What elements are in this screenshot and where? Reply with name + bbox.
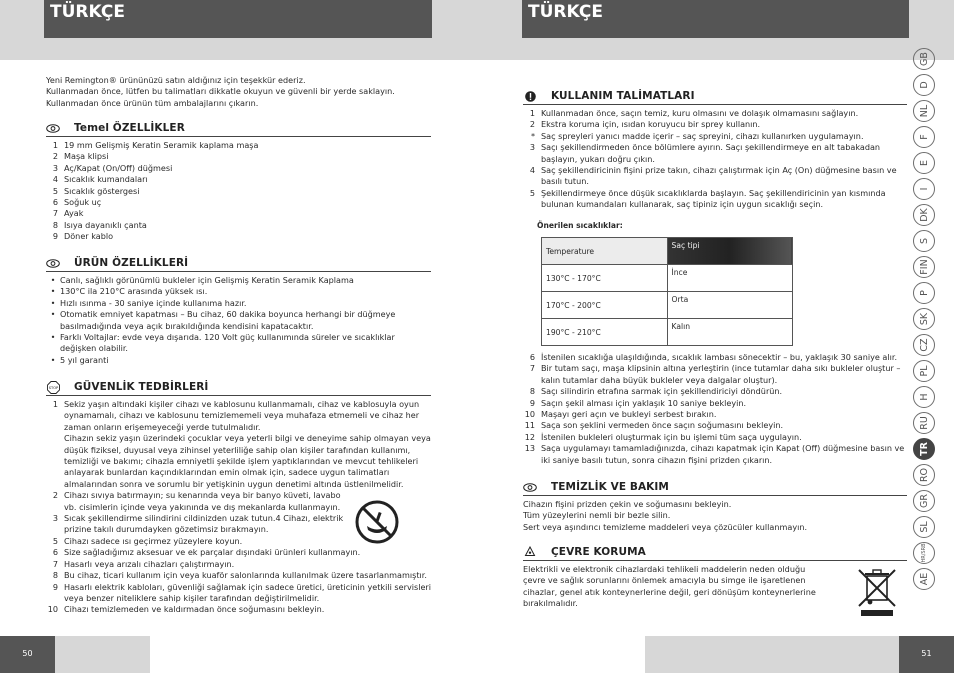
list-item	[46, 174, 431, 185]
table-header-row	[542, 238, 793, 265]
page-title: TÜRKÇE	[44, 0, 432, 38]
list-number: 2	[52, 151, 58, 162]
cleaning-header	[523, 481, 907, 496]
list-text: İstenilen sıcaklığa ulaşıldığında, sıcaklık lambası sönecektir – bu, yaklaşık 30 saniye alır.	[541, 352, 898, 362]
language-tab[interactable]: RU	[913, 412, 935, 434]
list-number: 11	[524, 420, 535, 431]
list-number: 5	[52, 185, 58, 196]
list-item	[46, 332, 431, 355]
language-tab[interactable]: CZ	[913, 334, 935, 356]
environment-title: ÇEVRE KORUMA	[551, 546, 646, 558]
list-number: 12	[524, 431, 535, 442]
table-row	[542, 319, 793, 346]
list-item	[523, 386, 907, 397]
list-number: 3	[529, 142, 535, 153]
list-number	[46, 433, 64, 490]
list-item	[46, 582, 431, 605]
list-text: Ekstra koruma için, ısıdan koruyucu bir sprey kullanın.	[541, 119, 761, 130]
product-features-list	[46, 275, 431, 366]
temperature-label: Önerilen sıcaklıklar:	[537, 221, 623, 230]
language-tab[interactable]: DK	[913, 204, 935, 226]
list-item	[46, 547, 431, 558]
table-cell: 190°C - 210°C	[542, 319, 668, 346]
bullet-icon: •	[50, 332, 56, 343]
list-number: 9	[52, 231, 58, 242]
stop-icon	[46, 382, 60, 392]
list-number: 5	[529, 187, 535, 198]
temperature-table	[541, 237, 793, 346]
safety-section	[46, 381, 431, 616]
list-number: 10	[524, 409, 535, 420]
eye-icon	[46, 123, 60, 133]
list-item	[46, 151, 431, 162]
list-text: Bu cihaz, ticari kullanım için veya kuaför salonlarında kullanılmak üzere tasarlanmamıştır.	[64, 570, 427, 581]
list-item	[46, 220, 431, 231]
language-tab[interactable]: P	[913, 282, 935, 304]
usage-title: KULLANIM TALİMATLARI	[551, 90, 695, 102]
list-text: İstenilen bukleleri oluşturmak için bu işlemi tüm saça uygulayın.	[541, 431, 802, 442]
list-text: Ayak	[64, 208, 84, 219]
cleaning-line: Sert veya aşındırıcı temizleme maddeleri veya çözücüler kullanmayın.	[523, 521, 808, 532]
list-item	[523, 432, 907, 443]
bullet-icon: •	[50, 309, 56, 320]
environment-section	[523, 546, 907, 610]
list-item	[46, 163, 431, 174]
usage-header	[523, 90, 907, 105]
list-number: 8	[52, 219, 58, 230]
list-number: 5	[52, 535, 58, 546]
list-item	[523, 363, 907, 386]
usage-continued	[523, 352, 907, 466]
environment-line: çevre ve sağlık sorunlarını önlemek amacıyla bu simge ile işaretlenen	[523, 575, 806, 586]
list-text: Sıcaklık göstergesi	[64, 185, 140, 196]
list-number: 13	[524, 443, 535, 454]
usage-list	[523, 108, 907, 211]
list-text: Kullanmadan önce, saçın temiz, kuru olmasını ve dolaşık olmamasını sağlayın.	[541, 108, 859, 118]
list-number: 7	[52, 208, 58, 219]
table-cell: 170°C - 200°C	[542, 292, 668, 319]
language-tab[interactable]: SL	[913, 516, 935, 538]
table-cell: Kalın	[667, 319, 793, 346]
list-item	[46, 399, 431, 433]
list-text: Maşayı geri açın ve bukleyi serbest bırakın.	[541, 409, 717, 420]
cleaning-section	[523, 481, 907, 533]
list-number: 1	[52, 140, 58, 150]
cleaning-line: Cihazın fişini prizden çekin ve soğumasını bekleyin.	[523, 499, 732, 509]
environment-line: cihazlar, genel atık konteynerlerine değil, geri dönüşüm konteynerlerine	[523, 586, 816, 597]
eye-icon	[523, 482, 537, 492]
language-tab[interactable]: AE	[913, 568, 935, 590]
table-header-temperature: Temperature	[542, 238, 668, 265]
language-tab[interactable]: D	[913, 74, 935, 96]
list-text: Döner kablo	[64, 231, 114, 242]
list-item	[523, 188, 907, 211]
intro-line: Kullanmadan önce ürünün tüm ambalajlarını çıkarın.	[46, 97, 259, 108]
list-text: Saçın şekil alması için yaklaşık 10 saniye bekleyin.	[541, 397, 747, 408]
list-item	[46, 208, 431, 219]
list-number: 9	[52, 581, 58, 592]
list-text: Saça uygulamayı tamamladığınızda, cihazı kapatmak için Kapat (Off) düğmesine basın ve iki saniye basılı tutun, sonra cihazın fişini prizden çıkarın.	[541, 443, 905, 465]
list-item	[46, 309, 431, 332]
list-text: Bir tutam saçı, maşa klipsinin altına yerleştirin (ince tutamlar daha sıkı bukleler oluştur – kalın tutamlar daha büyük bukleler veya dalgalar oluştur).	[541, 363, 901, 385]
list-text: 5 yıl garanti	[60, 354, 109, 365]
language-tab[interactable]: TR	[913, 438, 935, 460]
list-item	[523, 420, 907, 431]
language-tab[interactable]: S	[913, 230, 935, 252]
list-text: Sekiz yaşın altındaki kişiler cihazı ve kablosunu kullanmamalı, cihaz ve kablosuyla oyun oynamamalı, cihazı ve kablosunu temizlememeli veya muhafaza etmemeli ve cihaz her zaman onların erişemeyeceği yerde tutulmalıdır.	[64, 399, 420, 432]
list-text: 19 mm Gelişmiş Keratin Seramik kaplama maşa	[64, 140, 259, 150]
list-number: 1	[52, 399, 58, 409]
language-tab[interactable]: I	[913, 178, 935, 200]
language-tab[interactable]: GB	[913, 48, 935, 70]
language-sidebar	[911, 48, 937, 594]
list-text: Isıya dayanıklı çanta	[64, 219, 147, 230]
list-item	[523, 165, 907, 188]
list-text: Cihazı sıvıya batırmayın; su kenarında veya bir banyo küveti, lavabo vb. cisimlerin içinde veya yakınında ve dış mekanlarda kullanmayın.	[64, 490, 341, 512]
features-list	[46, 140, 431, 243]
product-features-header	[46, 257, 431, 272]
list-number: 9	[529, 397, 535, 408]
list-number: 7	[529, 363, 535, 374]
bullet-icon: •	[50, 297, 56, 308]
product-features-section	[46, 257, 431, 366]
list-number: 4	[529, 165, 535, 176]
list-text: Size sağladığımız aksesuar ve ek parçalar dışındaki ürünleri kullanmayın.	[64, 547, 361, 558]
list-item	[46, 197, 431, 208]
list-item	[523, 398, 907, 409]
list-number: 8	[529, 386, 535, 397]
list-item	[523, 108, 907, 119]
usage-list-continued	[523, 352, 907, 466]
recycle-icon	[523, 547, 537, 557]
list-item	[46, 604, 431, 615]
list-item	[46, 231, 431, 242]
language-tab[interactable]: GR	[913, 490, 935, 512]
list-text: Cihazı sadece ısı geçirmez yüzeylere koyun.	[64, 535, 243, 546]
list-number: 3	[52, 162, 58, 173]
list-text: Cihazı temizlemeden ve kaldırmadan önce soğumasını bekleyin.	[64, 604, 325, 615]
list-number: 6	[529, 352, 535, 362]
list-item	[523, 142, 907, 165]
list-item	[46, 513, 346, 536]
list-item	[46, 355, 431, 366]
list-text: Hasarlı veya arızalı cihazları çalıştırmayın.	[64, 558, 235, 569]
list-number: 1	[529, 108, 535, 118]
list-text: Hasarlı elektrik kabloları, güvenliği sağlamak için sadece üretici, üreticinin yetkili servisleri veya benzer niteliklere sahip kişiler tarafından değiştirilmelidir.	[64, 581, 432, 603]
list-item	[46, 186, 431, 197]
page-title: TÜRKÇE	[522, 0, 909, 38]
table-row	[542, 265, 793, 292]
page-number: 50	[0, 636, 55, 673]
stop-label: STOP	[48, 385, 58, 390]
list-text: Soğuk uç	[64, 197, 102, 208]
list-text: Hızlı ısınma - 30 saniye içinde kullanıma hazır.	[60, 297, 247, 308]
safety-header	[46, 381, 431, 396]
usage-section	[523, 90, 907, 211]
table-header-hair-type: Saç tipi	[667, 238, 793, 265]
list-text: Cihazın sekiz yaşın üzerindeki çocuklar veya yeterli bilgi ve deneyime sahip olmayan veya düşük fiziksel, duyusal veya zihinsel yeterliliğe sahip olan kişiler tarafından kullanımı, temizliği ve bakımı; cihazla emniyetli şekilde işlem yaptıklarından ve mevcut tehlikeleri anlayarak bunlardan kaçındıklarından emin olmak için, sadece uygun talimatları almalarından sonra ve sorumlu bir yetişkinin uygun denetimi altında üstlenilmelidir.	[64, 433, 431, 489]
features-title: Temel ÖZELLİKLER	[74, 122, 185, 134]
list-item	[523, 352, 907, 363]
table-cell: 130°C - 170°C	[542, 265, 668, 292]
language-tab[interactable]: PL	[913, 360, 935, 382]
bullet-icon: •	[50, 354, 56, 365]
list-number: 6	[52, 197, 58, 208]
list-text: Aç/Kapat (On/Off) düğmesi	[64, 162, 173, 173]
list-number: 3	[52, 513, 58, 524]
table-cell: İnce	[667, 265, 793, 292]
environment-text	[523, 564, 907, 610]
list-item	[46, 286, 431, 297]
list-number: 8	[52, 570, 58, 581]
crossed-bin-icon	[855, 566, 899, 618]
list-text: Maşa klipsi	[64, 151, 109, 162]
list-item	[46, 298, 431, 309]
list-text: Canlı, sağlıklı görünümlü bukleler için Gelişmiş Keratin Seramik Kaplama	[60, 275, 354, 285]
page-number: 51	[899, 636, 954, 673]
features-section	[46, 122, 431, 243]
language-tab[interactable]: E	[913, 152, 935, 174]
language-tab[interactable]: HR/SRB	[913, 542, 935, 564]
warning-icon	[523, 91, 537, 101]
no-water-icon	[355, 500, 399, 544]
list-number: 2	[529, 119, 535, 130]
features-header	[46, 122, 431, 137]
eye-icon	[46, 258, 60, 268]
list-item	[46, 570, 431, 581]
list-text: Saç şekillendiricinin fişini prize takın, cihazı çalıştırmak için Aç (On) düğmesine basın ve basılı tutun.	[541, 165, 897, 187]
language-tab[interactable]: RO	[913, 464, 935, 486]
list-number: 2	[52, 490, 58, 501]
cleaning-line: Tüm yüzeylerini nemli bir bezle silin.	[523, 510, 671, 521]
list-text: Sıcak şekillendirme silindirini cildinizden uzak tutun.4 Cihazı, elektrik prizine takılı durumdayken gözetimsiz bırakmayın.	[64, 513, 344, 535]
language-tab[interactable]: H	[913, 386, 935, 408]
intro-line: Kullanmadan önce, lütfen bu talimatları dikkatle okuyun ve güvenli bir yerde saklayın.	[46, 86, 395, 97]
table-row	[542, 292, 793, 319]
intro	[46, 75, 436, 109]
list-number: *	[530, 130, 535, 141]
bullet-icon: •	[50, 286, 56, 297]
language-tab[interactable]: F	[913, 126, 935, 148]
list-text: Otomatik emniyet kapatması – Bu cihaz, 60 dakika boyunca herhangi bir düğmeye basılmadığında veya açık bırakıldığında kendisini kapatacaktır.	[60, 309, 396, 331]
environment-header	[523, 546, 907, 561]
list-text: Saçı silindirin etrafına sarmak için şekillendiriciyi döndürün.	[541, 386, 783, 397]
language-tab[interactable]: FIN	[913, 256, 935, 278]
list-text: Şekillendirmeye önce düşük sıcaklıklarda başlayın. Saç şekillendiricinin yan kısmında bulunan kumandaları kullanarak, saç tipiniz için uygun sıcaklığı seçin.	[541, 187, 886, 210]
list-number: 7	[52, 558, 58, 569]
table-cell: Orta	[667, 292, 793, 319]
list-text: Sıcaklık kumandaları	[64, 174, 148, 185]
list-number: 10	[47, 604, 58, 615]
language-tab[interactable]: SK	[913, 308, 935, 330]
cleaning-text	[523, 499, 907, 533]
list-item	[46, 433, 431, 490]
list-item	[46, 275, 431, 286]
list-number: 4	[52, 174, 58, 185]
list-item	[46, 490, 346, 513]
list-item	[46, 140, 431, 151]
environment-line: Elektrikli ve elektronik cihazlardaki tehlikeli maddelerin neden olduğu	[523, 564, 806, 574]
intro-line: Yeni Remington® ürününüzü satın aldığınız için teşekkür ederiz.	[46, 75, 306, 85]
safety-title: GÜVENLİK TEDBİRLERİ	[74, 381, 209, 393]
language-tab[interactable]: NL	[913, 100, 935, 122]
list-text: 130°C ila 210°C arasında yüksek ısı.	[60, 286, 208, 297]
list-item	[46, 559, 431, 570]
list-text: Farklı Voltajlar: evde veya dışarıda. 120 Volt güç kullanımında süreler ve sıcaklıklar değişken olabilir.	[60, 332, 395, 354]
list-item	[523, 131, 907, 142]
list-item	[523, 409, 907, 420]
list-text: Saç spreyleri yanıcı madde içerir – saç spreyini, cihazı kullanırken uygulamayın.	[541, 130, 864, 141]
list-text: Saçı şekillendirmeden önce bölümlere ayırın. Saçı şekillendirmeye en alt tabakadan başlayın, yukarı doğru çıkın.	[541, 142, 881, 164]
list-item	[523, 443, 907, 466]
list-number: 6	[52, 547, 58, 558]
environment-line: bırakılmalıdır.	[523, 598, 578, 609]
cleaning-title: TEMİZLİK VE BAKIM	[551, 481, 669, 493]
list-item	[523, 119, 907, 130]
bullet-icon: •	[50, 275, 56, 285]
list-text: Saça son şeklini vermeden önce saçın soğumasını bekleyin.	[541, 420, 784, 431]
product-features-title: ÜRÜN ÖZELLİKLERİ	[74, 257, 189, 269]
